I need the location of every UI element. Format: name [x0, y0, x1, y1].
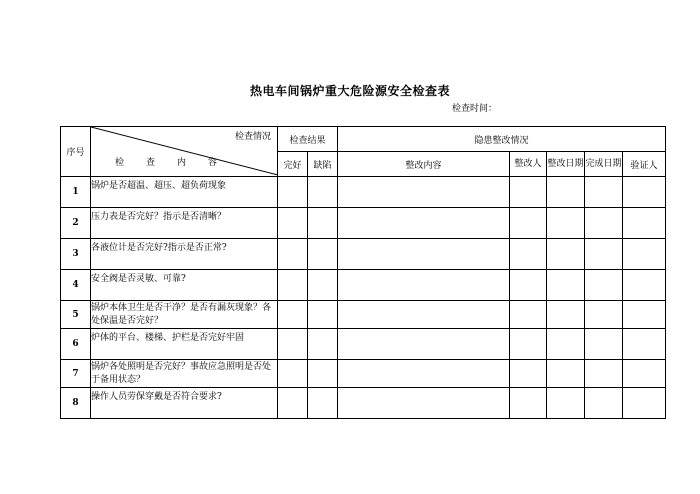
cell-verifier[interactable]: [623, 208, 666, 239]
cell-complete-date[interactable]: [585, 301, 623, 329]
cell-verifier[interactable]: [623, 270, 666, 301]
cell-verifier[interactable]: [623, 177, 666, 208]
cell-defect[interactable]: [308, 239, 338, 270]
cell-rectify-person[interactable]: [510, 388, 547, 419]
header-defect: 缺陷: [308, 152, 338, 177]
cell-verifier[interactable]: [623, 388, 666, 419]
cell-defect[interactable]: [308, 329, 338, 360]
header-check-content: 检查内容: [115, 158, 240, 168]
header-check-result: 检查结果: [278, 127, 338, 152]
row-number: 7: [61, 360, 91, 388]
row-number: 4: [61, 270, 91, 301]
cell-rectify-date[interactable]: [547, 208, 585, 239]
cell-rectify-content[interactable]: [338, 329, 510, 360]
cell-rectify-person[interactable]: [510, 177, 547, 208]
cell-good[interactable]: [278, 388, 308, 419]
header-verifier: 验证人: [623, 152, 666, 177]
header-check-status: 检查情况: [234, 132, 271, 142]
row-number: 2: [61, 208, 91, 239]
document-title: 热电车间锅炉重大危险源安全检查表: [249, 84, 450, 98]
table-row: [61, 360, 666, 388]
header-rectify-person: 整改人: [510, 152, 547, 177]
cell-good[interactable]: [278, 360, 308, 388]
header-good: 完好: [278, 152, 308, 177]
cell-rectify-person[interactable]: [510, 239, 547, 270]
cell-rectify-date[interactable]: [547, 360, 585, 388]
cell-rectify-date[interactable]: [547, 329, 585, 360]
header-rectify-date: 整改日期: [547, 152, 585, 177]
table-header-row-1: [61, 127, 666, 152]
cell-defect[interactable]: [308, 177, 338, 208]
cell-rectify-date[interactable]: [547, 301, 585, 329]
cell-rectify-content[interactable]: [338, 177, 510, 208]
cell-rectify-date[interactable]: [547, 270, 585, 301]
cell-defect[interactable]: [308, 301, 338, 329]
row-item: 锅炉各处照明是否完好？事故应急照明是否处于备用状态？: [91, 360, 278, 388]
cell-rectify-date[interactable]: [547, 239, 585, 270]
cell-defect[interactable]: [308, 208, 338, 239]
cell-good[interactable]: [278, 301, 308, 329]
row-number: 5: [61, 301, 91, 329]
cell-rectify-person[interactable]: [510, 270, 547, 301]
table-row: [61, 239, 666, 270]
table-row: [61, 388, 666, 419]
table-row: [61, 270, 666, 301]
cell-good[interactable]: [278, 329, 308, 360]
cell-rectify-content[interactable]: [338, 239, 510, 270]
cell-defect[interactable]: [308, 360, 338, 388]
row-item: 操作人员劳保穿戴是否符合要求?: [91, 388, 278, 419]
cell-defect[interactable]: [308, 270, 338, 301]
header-complete-date: 完成日期: [585, 152, 623, 177]
cell-rectify-date[interactable]: [547, 388, 585, 419]
table-row: [61, 177, 666, 208]
cell-good[interactable]: [278, 239, 308, 270]
row-item: 锅炉是否超温、超压、超负荷现象: [91, 177, 278, 208]
inspection-table: [60, 126, 666, 419]
table-row: [61, 301, 666, 329]
cell-rectify-person[interactable]: [510, 301, 547, 329]
cell-complete-date[interactable]: [585, 270, 623, 301]
header-seq: 序号: [61, 127, 91, 177]
row-number: 3: [61, 239, 91, 270]
table-row: [61, 329, 666, 360]
cell-rectify-content[interactable]: [338, 388, 510, 419]
cell-rectify-content[interactable]: [338, 301, 510, 329]
cell-complete-date[interactable]: [585, 360, 623, 388]
cell-complete-date[interactable]: [585, 388, 623, 419]
cell-verifier[interactable]: [623, 360, 666, 388]
row-number: 1: [61, 177, 91, 208]
cell-rectify-content[interactable]: [338, 270, 510, 301]
cell-rectify-content[interactable]: [338, 208, 510, 239]
cell-rectify-person[interactable]: [510, 208, 547, 239]
cell-complete-date[interactable]: [585, 177, 623, 208]
header-rectify-content: 整改内容: [338, 152, 510, 177]
cell-verifier[interactable]: [623, 301, 666, 329]
row-number: 8: [61, 388, 91, 419]
cell-complete-date[interactable]: [585, 329, 623, 360]
check-time-label: 检查时间：: [452, 104, 498, 114]
row-item: 炉体的平台、楼梯、护栏是否完好牢固: [91, 329, 278, 360]
table-row: [61, 208, 666, 239]
cell-rectify-date[interactable]: [547, 177, 585, 208]
cell-rectify-person[interactable]: [510, 329, 547, 360]
row-item: 安全阀是否灵敏、可靠?: [91, 270, 278, 301]
row-item: 锅炉本体卫生是否干净？是否有漏灰现象？各处保温是否完好？: [91, 301, 278, 329]
cell-verifier[interactable]: [623, 239, 666, 270]
cell-defect[interactable]: [308, 388, 338, 419]
cell-good[interactable]: [278, 208, 308, 239]
cell-rectify-person[interactable]: [510, 360, 547, 388]
cell-verifier[interactable]: [623, 329, 666, 360]
cell-complete-date[interactable]: [585, 239, 623, 270]
cell-good[interactable]: [278, 270, 308, 301]
header-diagonal-cell: [91, 127, 278, 177]
row-number: 6: [61, 329, 91, 360]
row-item: 各液位计是否完好?指示是否正常?: [91, 239, 278, 270]
header-hazard-rectification: 隐患整改情况: [338, 127, 666, 152]
cell-complete-date[interactable]: [585, 208, 623, 239]
row-item: 压力表是否完好？指示是否清晰？: [91, 208, 278, 239]
cell-rectify-content[interactable]: [338, 360, 510, 388]
cell-good[interactable]: [278, 177, 308, 208]
